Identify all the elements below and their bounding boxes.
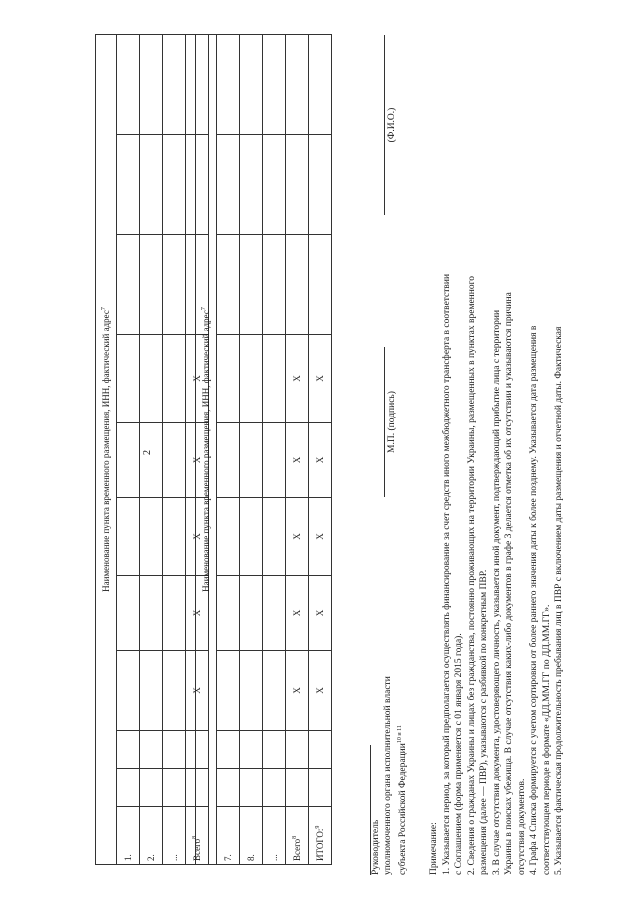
note-line: 3. В случае отсутствия документа, удостоверяющего личность, указывается иной документ, подтверждающий прибытие лица с территории <box>491 309 502 875</box>
row-label-cell <box>163 807 186 865</box>
table-cell <box>117 135 140 235</box>
table-cell <box>217 423 240 498</box>
table-cell <box>163 498 186 576</box>
signature-title-line1: Руководитель <box>371 819 381 875</box>
table-cell <box>240 34 263 134</box>
table-cell <box>309 135 332 235</box>
note-line: 4. Графа 4 Списка формируется с учетом сортировки от более раннего значения даты к более позднему. Указывается дата размещения в <box>529 325 539 875</box>
table-header-row <box>96 34 117 864</box>
row-label: 2. <box>146 854 156 861</box>
table-cell: Х <box>186 335 209 423</box>
table-header-text: Наименование пункта временного размещения, ИНН, фактический адрес <box>201 310 211 592</box>
table-cell <box>309 731 332 769</box>
table-cell <box>240 235 263 335</box>
table-cell <box>140 335 163 423</box>
table-cell <box>263 651 286 731</box>
table-cell <box>140 769 163 807</box>
table-cell <box>217 34 240 134</box>
table-cell <box>263 576 286 651</box>
signature-title-line3 <box>394 676 409 875</box>
table-row <box>217 34 240 864</box>
table-header-row <box>196 34 217 864</box>
table-cell: Х <box>309 576 332 651</box>
table-cell <box>240 651 263 731</box>
table-cell <box>117 498 140 576</box>
table-cell <box>163 34 186 134</box>
fio-label: (Ф.И.О.) <box>387 107 397 143</box>
row-label-cell <box>140 807 163 865</box>
table-row <box>240 34 263 864</box>
table-cell <box>163 335 186 423</box>
table-cell <box>217 731 240 769</box>
table-cell <box>117 423 140 498</box>
table-cell <box>240 731 263 769</box>
table-cell <box>286 235 309 335</box>
table-cell <box>117 335 140 423</box>
row-label: Всего <box>192 838 202 861</box>
table-cell <box>117 34 140 134</box>
footnote-ref: 10 и 11 <box>397 725 403 744</box>
table-cell <box>163 576 186 651</box>
table-cell <box>217 576 240 651</box>
footnote-ref: 7 <box>101 307 107 311</box>
table-section-1 <box>95 34 209 865</box>
table-cell: Х <box>286 576 309 651</box>
table-cell <box>286 34 309 134</box>
table-cell <box>140 731 163 769</box>
row-label-cell <box>240 807 263 865</box>
table-cell <box>163 769 186 807</box>
note-line: с Соглашением (форма применяется с 01 января 2015 года). <box>454 633 464 875</box>
table-cell <box>217 769 240 807</box>
row-label: ИТОГО: <box>315 828 325 861</box>
footnote-ref: 9 <box>315 825 321 829</box>
table-cell: Х <box>186 498 209 576</box>
table-cell <box>117 576 140 651</box>
signature-top-rule <box>370 745 371 875</box>
row-label: ... <box>269 854 279 861</box>
table-header <box>96 34 117 864</box>
table-cell <box>217 135 240 235</box>
table-cell <box>140 34 163 134</box>
table-cell <box>217 335 240 423</box>
table-header <box>196 34 217 864</box>
fio-line <box>384 35 385 215</box>
notes-block <box>428 30 566 875</box>
table-cell: Х <box>286 498 309 576</box>
table-header-text: Наименование пункта временного размещения, ИНН, фактический адрес <box>101 310 111 592</box>
table-cell: Х <box>186 576 209 651</box>
note-line: отсутствия документов. <box>516 778 527 875</box>
table-row <box>140 34 163 864</box>
table-cell <box>240 498 263 576</box>
table-cell <box>140 135 163 235</box>
row-label-cell <box>286 807 309 865</box>
table-cell <box>217 498 240 576</box>
table-cell <box>263 498 286 576</box>
table-cell <box>163 135 186 235</box>
table-cell <box>117 731 140 769</box>
table-cell <box>217 651 240 731</box>
table-cell <box>140 423 163 498</box>
footnote-ref: 8 <box>192 835 198 839</box>
table-cell <box>286 769 309 807</box>
table-cell: Х <box>309 335 332 423</box>
note-line: соответствующем периоде в формате «ДД.ММ.ГГ по ДД.ММ.ГГ». <box>541 604 552 875</box>
table-cell <box>117 651 140 731</box>
table-cell <box>263 34 286 134</box>
footnote-ref: 7 <box>201 307 207 311</box>
table-cell <box>240 423 263 498</box>
table-row <box>263 34 286 864</box>
table-cell <box>163 731 186 769</box>
table-cell: Х <box>286 651 309 731</box>
table-cell: Х <box>309 651 332 731</box>
table-cell: Х <box>309 498 332 576</box>
row-label-cell <box>117 807 140 865</box>
table-row <box>309 34 332 864</box>
notes-title: Примечание: <box>429 822 439 875</box>
table-cell <box>263 769 286 807</box>
mp-sign-label: М.П. (подпись) <box>387 391 397 453</box>
row-label: Всего <box>292 838 302 861</box>
note-line: 1. Указывается период, за который предполагается осуществлять финансирование за счет средств иного межбюджетного трансферта в соответствии <box>441 273 452 875</box>
table-cell: Х <box>186 651 209 731</box>
table-cell: Х <box>186 423 209 498</box>
table-cell <box>286 731 309 769</box>
row-label: 8. <box>246 854 256 861</box>
table-cell <box>117 769 140 807</box>
table-cell <box>286 135 309 235</box>
row-label: 7. <box>223 854 233 861</box>
table-cell <box>217 235 240 335</box>
table-cell <box>240 335 263 423</box>
table-cell <box>263 731 286 769</box>
row-label-cell <box>263 807 286 865</box>
footnote-ref: 8 <box>292 835 298 839</box>
table-cell <box>309 235 332 335</box>
signature-title-line2: уполномоченного органа исполнительной власти <box>383 676 393 875</box>
note-line: размещения (далее — ПВР), указываются с разбивкой по конкретным ПВР. <box>479 569 489 875</box>
table-cell <box>140 498 163 576</box>
table-row <box>163 34 186 864</box>
table-cell <box>263 423 286 498</box>
signature-title-text: субъекта Российской Федерации <box>398 743 409 875</box>
table-cell <box>240 769 263 807</box>
signature-line <box>384 347 385 497</box>
table-cell <box>140 651 163 731</box>
table-cell <box>140 235 163 335</box>
note-line: 5. Указывается фактическая продолжительность пребывания лиц в ПВР с включением даты размещения и отчетной даты. Фактическая <box>554 326 564 875</box>
table-cell <box>309 34 332 134</box>
note-line: 2. Сведения о гражданах Украины и лицах без гражданства, постоянно проживающих на территории Украины, размещенных в пунктах временного <box>466 276 477 875</box>
signature-block <box>370 676 409 875</box>
row-label: ... <box>169 854 179 861</box>
table-section-2 <box>195 34 332 865</box>
table-cell: Х <box>286 423 309 498</box>
row-label-cell <box>309 807 332 865</box>
row-label-cell <box>217 807 240 865</box>
table-row <box>286 34 309 864</box>
table-cell <box>117 235 140 335</box>
note-line: Украины в поисках убежища. В случае отсутствия каких-либо документов в графе 3 делается отметка об их отсутствии и указываются причина <box>504 292 514 875</box>
table-cell <box>140 576 163 651</box>
table-cell <box>163 423 186 498</box>
table-cell <box>263 235 286 335</box>
table-cell <box>240 135 263 235</box>
table-cell <box>163 235 186 335</box>
table-row <box>117 34 140 864</box>
table-cell: Х <box>286 335 309 423</box>
table-cell: Х <box>309 423 332 498</box>
table-cell <box>263 135 286 235</box>
row-label: 1. <box>123 854 133 861</box>
page-number: 2 <box>142 450 153 455</box>
table-cell <box>240 576 263 651</box>
table-cell <box>163 651 186 731</box>
table-cell <box>263 335 286 423</box>
table-cell <box>309 769 332 807</box>
